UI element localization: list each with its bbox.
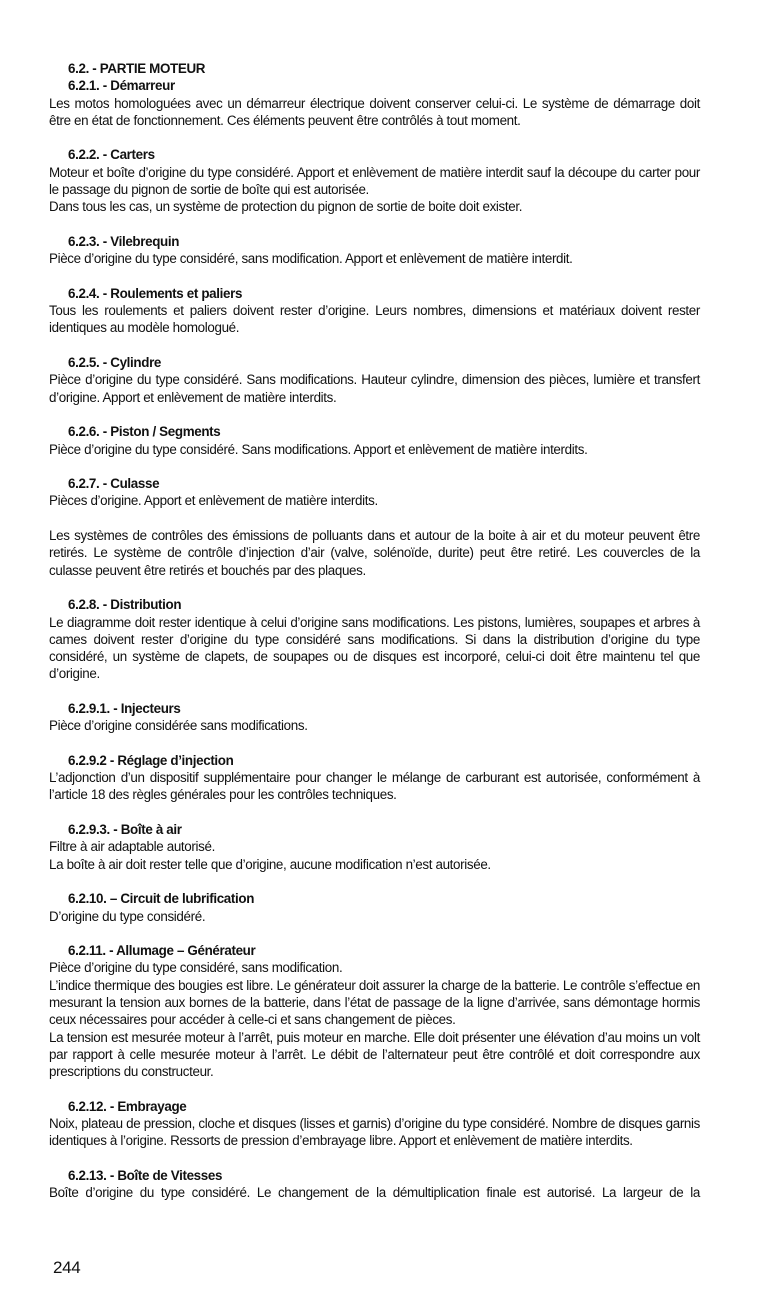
section-distribution [49,596,700,682]
section-vilebrequin [49,233,700,268]
section-heading: 6.2.3. - Vilebrequin [68,233,180,249]
section-paragraph: Les systèmes de contrôles des émissions de polluants dans et autour de la boite à air et du moteur peuvent être retirés. Le système de contrôle d’injection d’air (valve, solénoïde, durite) peut être retiré. Les couvercles de la culasse peuvent être retirés et bouchés par des plaques. [49,528,700,578]
section-paragraph: Dans tous les cas, un système de protection du pignon de sortie de boite doit exister. [49,199,523,215]
section-demarreur [49,77,700,129]
section-heading: 6.2.4. - Roulements et paliers [68,285,243,301]
section-paragraph: Pièces d’origine. Apport et enlèvement de matière interdits. [49,493,378,509]
section-paragraph: Pièce d’origine du type considéré. Sans modifications. Apport et enlèvement de matière interdits. [49,441,588,457]
section-paragraph: Boîte d’origine du type considéré. Le changement de la démultiplication finale est autorisé. La largeur de la [49,1185,700,1201]
page-content [49,60,700,1202]
section-paragraph: Les motos homologuées avec un démarreur électrique doivent conserver celui-ci. Le système de démarrage doit être en état de fonctionnement. Ces éléments peuvent être contrôlés à tout moment. [49,95,700,128]
section-heading: 6.2.10. – Circuit de lubrification [68,891,255,907]
section-heading: 6.2.9.3. - Boîte à air [68,822,182,838]
section-heading: 6.2.8. - Distribution [68,597,182,613]
section-injecteurs [49,700,700,735]
section-roulements-paliers [49,285,700,337]
section-heading: 6.2.6. - Piston / Segments [68,424,221,440]
section-heading: 6.2.12. - Embrayage [68,1098,187,1114]
section-allumage-generateur [49,942,700,1080]
section-heading: 6.2.9.1. - Injecteurs [68,700,181,716]
section-embrayage [49,1098,700,1150]
section-carters [49,146,700,215]
section-culasse [49,475,700,579]
section-paragraph: La tension est mesurée moteur à l’arrêt, puis moteur en marche. Elle doit présenter une élévation d’au moins un volt par rapport à celle mesurée moteur à l’arrêt. Le débit de l’alternateur peut être contrôlé et doit correspondre aux prescriptions du constructeur. [49,1029,700,1080]
section-paragraph: Pièce d’origine du type considéré, sans modification. [49,960,343,976]
section-heading: 6.2.9.2 - Réglage d’injection [68,752,234,768]
section-paragraph: Noix, plateau de pression, cloche et disques (lisses et garnis) d’origine du type considéré. Nombre de disques garnis identiques à l’origine. Ressorts de pression d’embrayage libre. Apport et enlèvement de matière interdits. [49,1116,700,1149]
page-number: 244 [53,1258,81,1277]
section-paragraph: La boîte à air doit rester telle que d’origine, aucune modification n’est autorisée. [49,856,491,872]
section-circuit-lubrification [49,890,700,925]
chapter-title: 6.2. - PARTIE MOTEUR [68,61,206,76]
section-paragraph: L’adjonction d’un dispositif supplémentaire pour changer le mélange de carburant est autorisée, conformément à l’article 18 des règles générales pour les contrôles techniques. [49,770,700,803]
section-heading: 6.2.13. - Boîte de Vitesses [68,1168,223,1183]
section-paragraph: Filtre à air adaptable autorisé. [49,839,215,855]
section-heading: 6.2.1. - Démarreur [68,78,175,94]
section-heading: 6.2.11. - Allumage – Générateur [68,943,256,959]
section-heading: 6.2.7. - Culasse [68,476,160,492]
section-paragraph: D’origine du type considéré. [49,908,206,924]
section-paragraph: Le diagramme doit rester identique à celui d’origine sans modifications. Les pistons, lumières, soupapes et arbres à cames doivent rester d’origine du type considéré sans modifications. Si dans la distribution d’origine du type considéré, un système de clapets, de soupapes ou de disques est incorporé, celui-ci doit être maintenu tel que d’origine. [49,614,700,682]
section-paragraph: Pièce d’origine considérée sans modifications. [49,718,308,734]
section-heading: 6.2.5. - Cylindre [68,355,162,371]
section-cylindre [49,354,700,406]
section-reglage-injection [49,752,700,804]
section-heading: 6.2.2. - Carters [68,147,155,163]
section-paragraph: Pièce d’origine du type considéré. Sans modifications. Hauteur cylindre, dimension des pièces, lumière et transfert d’origine. Apport et enlèvement de matière interdits. [49,372,700,405]
section-boite-a-air [49,821,700,873]
section-piston-segments [49,423,700,458]
section-boite-de-vitesses [49,1167,700,1202]
section-paragraph: Tous les roulements et paliers doivent rester d’origine. Leurs nombres, dimensions et matériaux doivent rester identiques au modèle homologué. [49,303,700,336]
paragraph-gap [49,510,700,527]
section-paragraph: Pièce d’origine du type considéré, sans modification. Apport et enlèvement de matière interdit. [49,251,573,267]
section-paragraph: L’indice thermique des bougies est libre. Le générateur doit assurer la charge de la batterie. Le contrôle s’effectue en mesurant la tension aux bornes de la batterie, dans l’état de passage de la ligne d’arrivée, sans démontage hormis ceux nécessaires pour accéder à celle-ci et sans changement de pièces. [49,977,700,1028]
section-paragraph: Moteur et boîte d’origine du type considéré. Apport et enlèvement de matière interdit sauf la découpe du carter pour le passage du pignon de sortie de boîte qui est autorisée. [49,164,700,198]
